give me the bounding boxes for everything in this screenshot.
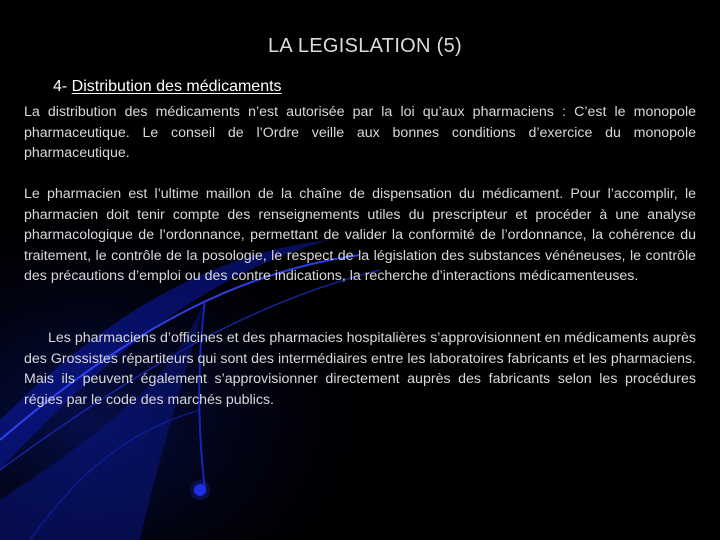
section-heading-text: Distribution des médicaments (71, 78, 282, 95)
paragraph-pharmacien-role: Le pharmacien est l’ultime maillon de la chaîne de dispensation du médicament. Pour l’accomplir, le pharmacien doit tenir compte des renseignements utiles du prescripteur et procéder à une analyse pharmacologique de l’ordonnance, permettant de valider la conformité de l’ordonnance, la cohérence du traitement, le contrôle de la posologie, le respect de la législation des substances vénéneuses, le contrôle des précautions d’emploi ou des contre indications, la recherche d’interactions médicamenteuses. (24, 186, 696, 284)
paragraph-monopole: La distribution des médicaments n’est autorisée par la loi qu’aux pharmaciens : C’est le monopole pharmaceutique. Le conseil de l’Ordre veille aux bonnes conditions d’exercice du monopole pharmaceutique. (24, 104, 696, 161)
slide-title (0, 35, 720, 58)
section-heading (53, 78, 282, 96)
paragraph-approvisionnement: Les pharmaciens d’officines et des pharmacies hospitalières s’approvisionnent en médicaments auprès des Grossistes répartiteurs qui sont des intermédiaires entre les laboratoires fabricants et les pharmaciens. Mais ils peuvent également s’approvisionner directement auprès des fabricants selon les procédures régies par le code des marchés publics. (24, 330, 696, 408)
slide-title-text: LA LEGISLATION (5) (268, 35, 462, 57)
section-number: 4- (53, 78, 72, 95)
